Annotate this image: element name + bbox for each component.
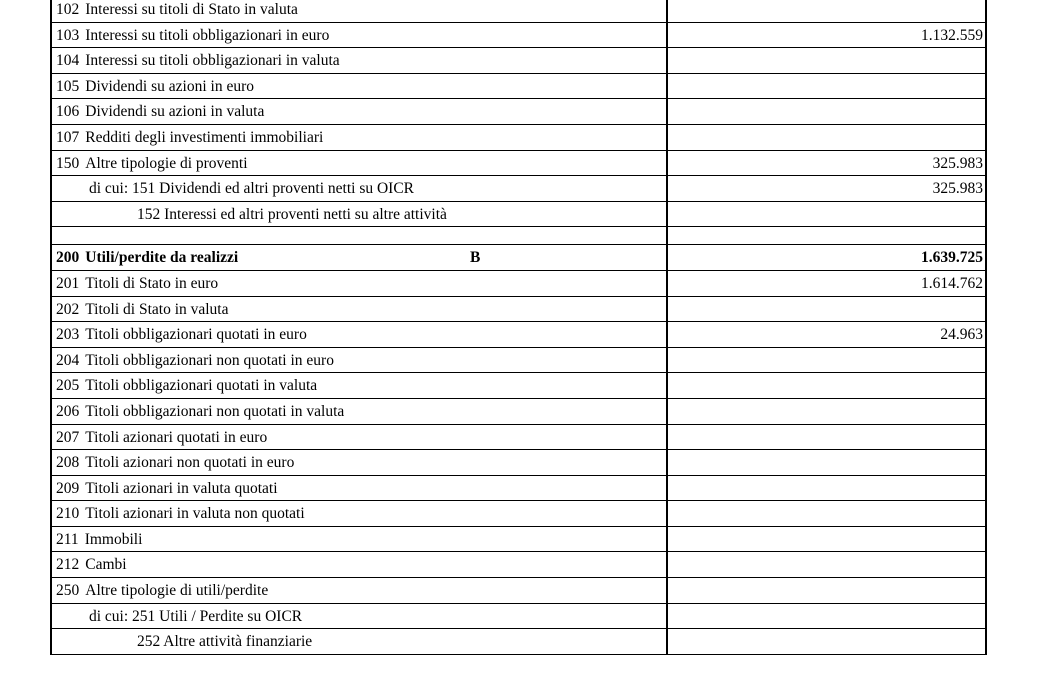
row-value-cell	[668, 450, 985, 475]
table-row	[52, 74, 985, 100]
row-label: Titoli obbligazionari non quotati in euro	[85, 351, 334, 369]
row-code: 102	[56, 1, 80, 18]
row-value-cell	[668, 74, 985, 99]
table-row	[52, 527, 985, 553]
table-row	[52, 297, 985, 323]
row-value-cell	[668, 399, 985, 424]
table-row	[52, 604, 985, 630]
row-label-cell	[52, 271, 668, 296]
row-value-cell	[668, 176, 985, 201]
row-code: 203	[56, 326, 80, 344]
table-row	[52, 348, 985, 374]
row-label-cell	[52, 501, 668, 526]
table-row	[52, 450, 985, 476]
row-label-cell	[52, 227, 668, 244]
row-value-cell	[668, 245, 985, 270]
row-value-cell	[668, 322, 985, 347]
row-code: 103	[56, 26, 80, 44]
row-value-cell	[668, 476, 985, 501]
row-label: 252 Altre attività finanziarie	[137, 633, 313, 651]
row-label: Titoli azionari non quotati in euro	[85, 454, 295, 472]
row-value-cell	[668, 271, 985, 296]
row-value-cell	[668, 527, 985, 552]
row-label-cell	[52, 348, 668, 373]
table-row	[52, 202, 985, 228]
row-label-cell	[52, 202, 668, 227]
row-label: di cui: 151 Dividendi ed altri proventi netti su OICR	[89, 180, 415, 198]
table-row	[52, 176, 985, 202]
row-section-tag: B	[470, 249, 481, 267]
row-value: 24.963	[940, 326, 983, 344]
table-row	[52, 48, 985, 74]
row-label-cell	[52, 425, 668, 450]
row-label-cell	[52, 0, 668, 22]
row-label: Dividendi su azioni in valuta	[85, 103, 265, 121]
row-value: 325.983	[932, 180, 983, 198]
table-row	[52, 99, 985, 125]
table-row	[52, 501, 985, 527]
row-value: 1.614.762	[921, 274, 983, 292]
row-value-cell	[668, 552, 985, 577]
row-code: 200	[56, 249, 80, 267]
row-code: 201	[56, 274, 80, 292]
row-label-cell	[52, 373, 668, 398]
row-value-cell	[668, 604, 985, 629]
table-row	[52, 476, 985, 502]
row-label-cell	[52, 476, 668, 501]
table-row	[52, 552, 985, 578]
row-label: Titoli azionari in valuta quotati	[85, 479, 278, 497]
row-label-cell	[52, 604, 668, 629]
table-row	[52, 425, 985, 451]
row-value-cell	[668, 578, 985, 603]
table-row	[52, 373, 985, 399]
row-value-cell	[668, 0, 985, 22]
financial-table	[50, 0, 987, 655]
row-label: Immobili	[84, 530, 143, 548]
row-code: 250	[56, 582, 80, 600]
row-code: 205	[56, 377, 80, 395]
row-label-cell	[52, 176, 668, 201]
row-label: Altre tipologie di utili/perdite	[85, 582, 269, 600]
row-code: 104	[56, 52, 80, 70]
row-label-cell	[52, 48, 668, 73]
row-label-cell	[52, 629, 668, 654]
row-label: Interessi su titoli di Stato in valuta	[85, 1, 298, 18]
row-code: 209	[56, 479, 80, 497]
row-label-cell	[52, 151, 668, 176]
row-value-cell	[668, 348, 985, 373]
row-label: Titoli obbligazionari quotati in valuta	[85, 377, 318, 395]
row-value-cell	[668, 425, 985, 450]
table-row	[52, 271, 985, 297]
row-label-cell	[52, 399, 668, 424]
row-value-cell	[668, 99, 985, 124]
table-row	[52, 0, 985, 23]
row-label-cell	[52, 552, 668, 577]
table-row	[52, 629, 985, 655]
table-row	[52, 245, 985, 271]
row-label-cell	[52, 322, 668, 347]
row-value-cell	[668, 151, 985, 176]
row-value-cell	[668, 202, 985, 227]
table-row	[52, 151, 985, 177]
row-label: Interessi su titoli obbligazionari in euro	[85, 26, 330, 44]
row-code: 207	[56, 428, 80, 446]
row-code: 106	[56, 103, 80, 121]
row-code: 107	[56, 128, 80, 146]
row-label: Titoli azionari in valuta non quotati	[85, 505, 305, 523]
row-label: Utili/perdite da realizzi	[85, 249, 239, 267]
row-label: di cui: 251 Utili / Perdite su OICR	[89, 607, 303, 625]
row-value-cell	[668, 373, 985, 398]
row-code: 211	[56, 530, 79, 548]
row-label: Titoli obbligazionari quotati in euro	[85, 326, 307, 344]
row-value-cell	[668, 125, 985, 150]
row-value: 1.132.559	[921, 26, 983, 44]
row-label: Cambi	[85, 556, 127, 574]
row-code: 105	[56, 77, 80, 95]
row-label: 152 Interessi ed altri proventi netti su altre attività	[137, 205, 447, 223]
row-code: 150	[56, 154, 80, 172]
row-label-cell	[52, 74, 668, 99]
row-code: 210	[56, 505, 80, 523]
row-code: 204	[56, 351, 80, 369]
row-label-cell	[52, 99, 668, 124]
row-label: Titoli di Stato in euro	[85, 274, 219, 292]
row-value-cell	[668, 297, 985, 322]
row-value-cell	[668, 23, 985, 48]
row-label: Altre tipologie di proventi	[85, 154, 248, 172]
table-row	[52, 322, 985, 348]
row-code: 208	[56, 454, 80, 472]
table-row	[52, 125, 985, 151]
row-label-cell	[52, 245, 668, 270]
table-row	[52, 578, 985, 604]
row-label-cell	[52, 23, 668, 48]
row-code: 206	[56, 402, 80, 420]
row-value-cell	[668, 48, 985, 73]
row-label: Interessi su titoli obbligazionari in valuta	[85, 52, 340, 70]
table-row	[52, 23, 985, 49]
table-row	[52, 399, 985, 425]
row-label: Redditi degli investimenti immobiliari	[85, 128, 324, 146]
row-label: Titoli obbligazionari non quotati in valuta	[85, 402, 345, 420]
row-label-cell	[52, 125, 668, 150]
table-spacer-row	[52, 227, 985, 245]
row-value: 1.639.725	[921, 249, 983, 267]
row-value-cell	[668, 501, 985, 526]
row-label-cell	[52, 578, 668, 603]
row-label-cell	[52, 297, 668, 322]
row-label: Dividendi su azioni in euro	[85, 77, 254, 95]
row-value-cell	[668, 629, 985, 654]
row-code: 212	[56, 556, 80, 574]
row-label: Titoli azionari quotati in euro	[85, 428, 268, 446]
row-label: Titoli di Stato in valuta	[85, 300, 229, 318]
row-value: 325.983	[932, 154, 983, 172]
row-label-cell	[52, 450, 668, 475]
row-label-cell	[52, 527, 668, 552]
row-value-cell	[668, 227, 985, 244]
row-code: 202	[56, 300, 80, 318]
